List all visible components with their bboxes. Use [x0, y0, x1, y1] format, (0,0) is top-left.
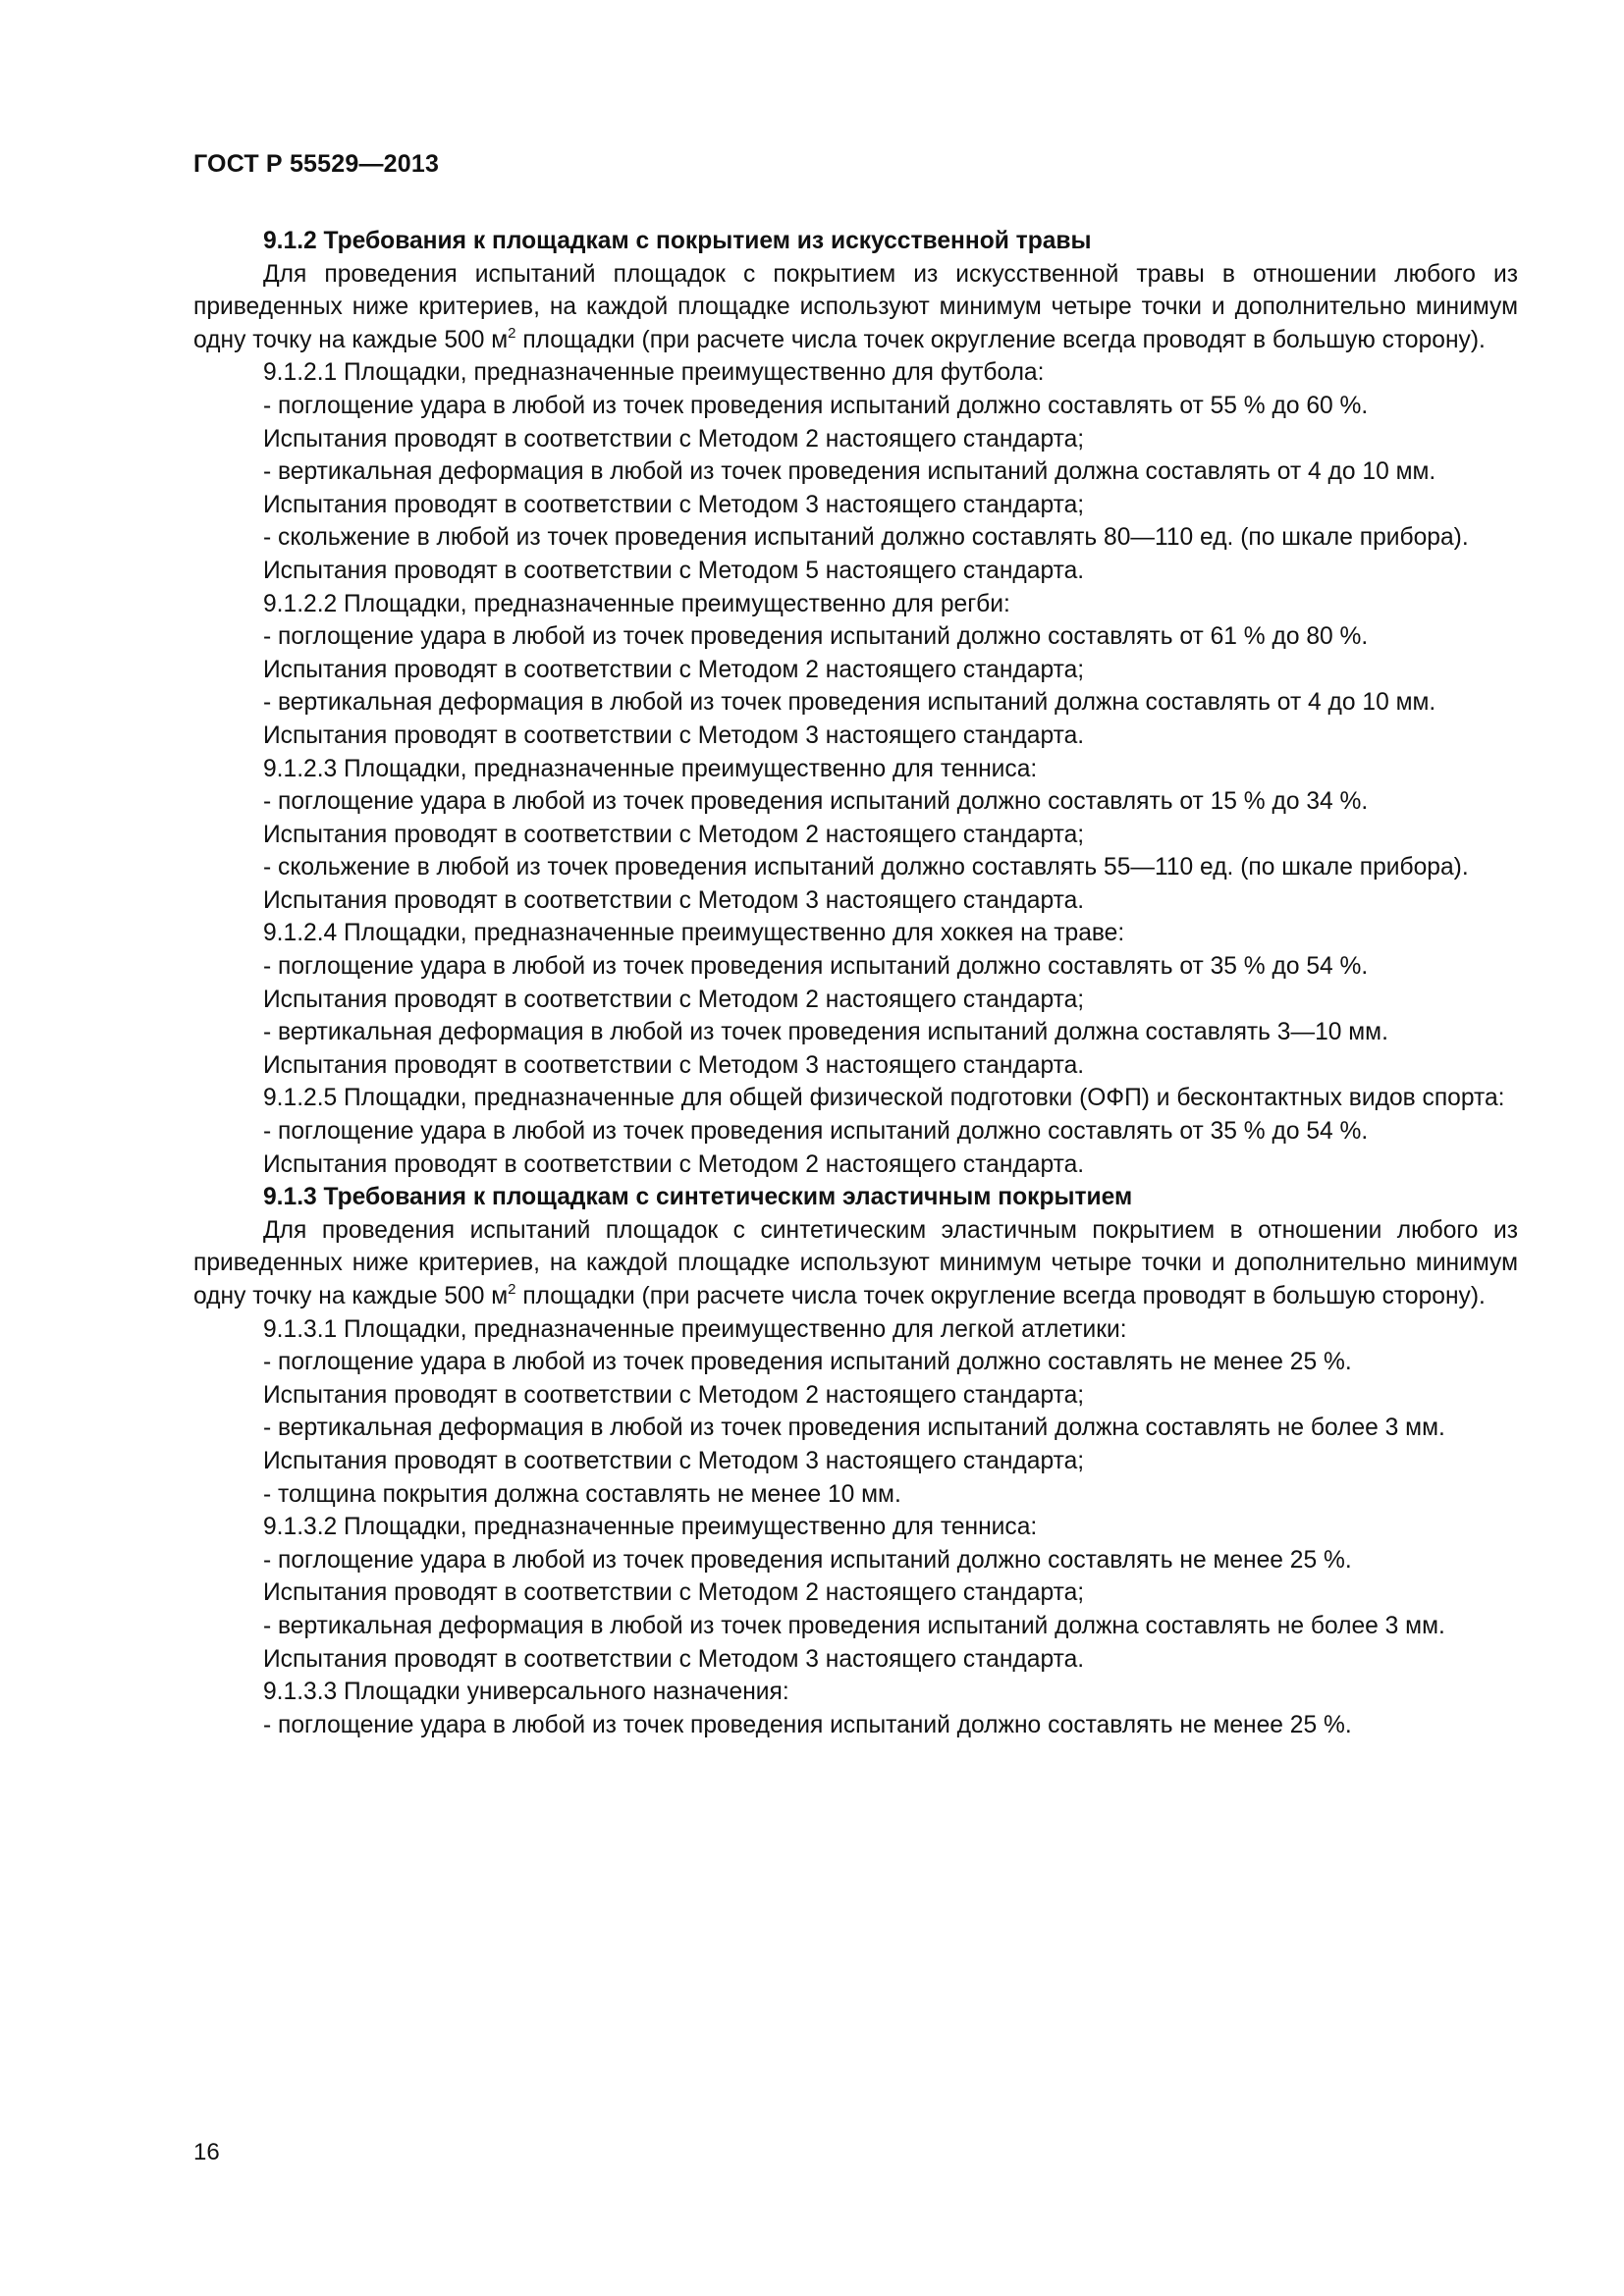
paragraph: 9.1.3.3 Площадки универсального назначения: [263, 1679, 789, 1706]
paragraph-text-continued: площадки (при расчете числа точек округление всегда проводят в большую сторону). [515, 1283, 1486, 1309]
paragraph: Испытания проводят в соответствии с Методом 3 настоящего стандарта. [263, 721, 1085, 749]
paragraph-text-continued: площадки (при расчете числа точек округление всегда проводят в большую сторону). [515, 326, 1486, 353]
paragraph: - скольжение в любой из точек проведения испытаний должно составлять 80—110 ед. (по шкале прибора). [263, 524, 1469, 552]
paragraph-text: Для проведения испытаний площадок с покрытием из искусственной травы в отношении любого из приведенных ниже критериев, на каждой площадке используют минимум четыре точки и дополнительно минимум одну точку на каждые 500 м [193, 260, 1518, 353]
paragraph: Испытания проводят в соответствии с Методом 2 настоящего стандарта; [263, 1381, 1085, 1409]
paragraph: - вертикальная деформация в любой из точек проведения испытаний должна составлять не более 3 мм. [263, 1612, 1445, 1639]
paragraph-text: Для проведения испытаний площадок с синтетическим эластичным покрытием в отношении любого из приведенных ниже критериев, на каждой площадке используют минимум четыре точки и дополнительно минимум одну точку на каждые 500 м [193, 1216, 1518, 1309]
paragraph: - толщина покрытия должна составлять не менее 10 мм. [263, 1480, 901, 1508]
paragraph: Испытания проводят в соответствии с Методом 3 настоящего стандарта; [263, 491, 1085, 518]
paragraph: - поглощение удара в любой из точек проведения испытаний должно составлять от 55 % до 60 %. [263, 392, 1369, 419]
paragraph: Испытания проводят в соответствии с Методом 3 настоящего стандарта; [263, 1447, 1085, 1474]
page-number: 16 [193, 2139, 220, 2165]
paragraph: Испытания проводят в соответствии с Методом 3 настоящего стандарта. [263, 1645, 1085, 1673]
paragraph: Испытания проводят в соответствии с Методом 3 настоящего стандарта. [263, 886, 1085, 914]
paragraph: Испытания проводят в соответствии с Методом 2 настоящего стандарта; [263, 1579, 1085, 1607]
paragraph: - поглощение удара в любой из точек проведения испытаний должно составлять от 61 % до 80 %. [263, 623, 1369, 651]
document-header: ГОСТ Р 55529—2013 [193, 150, 440, 178]
paragraph: Испытания проводят в соответствии с Методом 3 настоящего стандарта. [263, 1051, 1085, 1079]
paragraph: - поглощение удара в любой из точек проведения испытаний должно составлять от 35 % до 54 %. [263, 1118, 1369, 1146]
paragraph: - поглощение удара в любой из точек проведения испытаний должно составлять не менее 25 %. [263, 1546, 1352, 1574]
paragraph: 9.1.2.3 Площадки, предназначенные преимущественно для тенниса: [263, 755, 1038, 782]
section-heading: 9.1.2 Требования к площадкам с покрытием из искусственной травы [263, 228, 1092, 254]
document-body [193, 225, 1518, 1741]
paragraph: - вертикальная деформация в любой из точек проведения испытаний должна составлять от 4 до 10 мм. [263, 458, 1436, 486]
superscript: 2 [508, 324, 516, 342]
paragraph: - скольжение в любой из точек проведения испытаний должно составлять 55—110 ед. (по шкале прибора). [263, 854, 1469, 881]
paragraph: 9.1.3.1 Площадки, предназначенные преимущественно для легкой атлетики: [263, 1315, 1127, 1343]
paragraph: Испытания проводят в соответствии с Методом 2 настоящего стандарта; [263, 986, 1085, 1013]
paragraph: - вертикальная деформация в любой из точек проведения испытаний должна составлять 3—10 мм. [263, 1019, 1388, 1046]
superscript: 2 [508, 1281, 516, 1298]
paragraph: Испытания проводят в соответствии с Методом 2 настоящего стандарта; [263, 656, 1085, 683]
paragraph: - поглощение удара в любой из точек проведения испытаний должно составлять от 15 % до 34 %. [263, 788, 1369, 816]
section-heading: 9.1.3 Требования к площадкам с синтетическим эластичным покрытием [263, 1184, 1133, 1211]
paragraph: Испытания проводят в соответствии с Методом 2 настоящего стандарта; [263, 425, 1085, 453]
paragraph: 9.1.2.2 Площадки, предназначенные преимущественно для регби: [263, 590, 1010, 617]
paragraph: - вертикальная деформация в любой из точек проведения испытаний должна составлять от 4 до 10 мм. [263, 689, 1436, 717]
paragraph: 9.1.2.5 Площадки, предназначенные для общей физической подготовки (ОФП) и бесконтактных видов спорта: [263, 1085, 1505, 1112]
paragraph: Испытания проводят в соответствии с Методом 5 настоящего стандарта. [263, 557, 1085, 584]
paragraph: Испытания проводят в соответствии с Методом 2 настоящего стандарта; [263, 821, 1085, 848]
paragraph [193, 1214, 1518, 1313]
paragraph: - поглощение удара в любой из точек проведения испытаний должно составлять от 35 % до 54 %. [263, 953, 1369, 981]
paragraph: - вертикальная деформация в любой из точек проведения испытаний должна составлять не более 3 мм. [263, 1415, 1445, 1442]
paragraph: 9.1.2.4 Площадки, предназначенные преимущественно для хоккея на траве: [263, 920, 1125, 947]
paragraph: 9.1.2.1 Площадки, предназначенные преимущественно для футбола: [263, 359, 1045, 387]
paragraph: 9.1.3.2 Площадки, предназначенные преимущественно для тенниса: [263, 1514, 1038, 1541]
paragraph: Испытания проводят в соответствии с Методом 2 настоящего стандарта. [263, 1150, 1085, 1178]
paragraph: - поглощение удара в любой из точек проведения испытаний должно составлять не менее 25 %. [263, 1711, 1352, 1738]
paragraph: - поглощение удара в любой из точек проведения испытаний должно составлять не менее 25 %. [263, 1349, 1352, 1376]
paragraph [193, 258, 1518, 357]
